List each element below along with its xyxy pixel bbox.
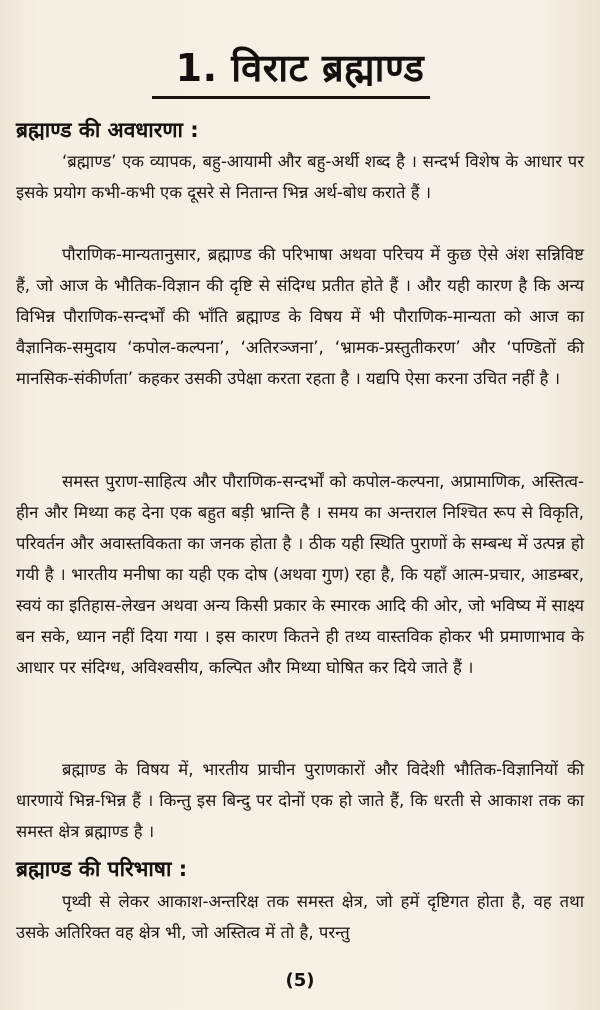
paragraph: समस्त पुराण-साहित्य और पौराणिक-सन्दर्भों को कपोल-कल्पना, अप्रामाणिक, अस्तित्व-हीन और मिथ्या कह देना एक बहुत बड़ी भ्रान्ति है । समय का अन्तराल निश्चित रूप से विकृति, परिवर्तन और अवास्तविकता का जनक होता है । ठीक यही स्थिति पुराणों के सम्बन्ध में उत्पन्न हो गयी है । भारतीय मनीषा का यही एक दोष (अथवा गुण) रहा है, कि यहाँ आत्म-प्रचार, आडम्बर, स्वयं का इतिहास-लेखन अथवा अन्य किसी प्रकार के स्मारक आदि की ओर, जो भविष्य में साक्ष्य बन सके, ध्यान नहीं दिया गया । इस कारण कितने ही तथ्य वास्तविक होकर भी प्रमाणाभाव के आधार पर संदिग्ध, अविश्वसीय, कल्पित और मिथ्या घोषित कर दिये जाते हैं । — [16, 472, 584, 677]
paragraph: ब्रह्माण्ड के विषय में, भारतीय प्राचीन पुराणकारों और विदेशी भौतिक-विज्ञानियों की धारणायें भिन्न-भिन्न हैं । किन्तु इस बिन्दु पर दोनों एक हो जाते हैं, कि धरती से आकाश तक का समस्त क्षेत्र ब्रह्माण्ड है । — [16, 760, 584, 841]
section-heading-definition: ब्रह्माण्ड की परिभाषा : — [16, 857, 188, 881]
title-underline — [152, 96, 430, 99]
section-heading-concept: ब्रह्माण्ड की अवधारणा : — [16, 118, 199, 142]
page-number: (5) — [285, 970, 315, 991]
paragraph: पृथ्वी से लेकर आकाश-अन्तरिक्ष तक समस्त क्षेत्र, जो हमें दृष्टिगत होता है, वह तथा उसके अतिरिक्त वह क्षेत्र भी, जो अस्तित्व में तो है, परन्तु — [16, 892, 584, 942]
paragraph: पौराणिक-मान्यतानुसार, ब्रह्माण्ड की परिभाषा अथवा परिचय में कुछ ऐसे अंश सन्निविष्ट हैं, जो आज के भौतिक-विज्ञान की दृष्टि से संदिग्ध प्रतीत होते हैं । और यही कारण है कि अन्य विभिन्न पौराणिक-सन्दर्भों की भाँति ब्रह्माण्ड के विषय में भी पौराणिक-मान्यता को आज का वैज्ञानिक-समुदाय ‘कपोल-कल्पना’, ‘अतिरञ्जना’, ‘भ्रामक-प्रस्तुतीकरण’ और ‘पण्डितों की मानसिक-संकीर्णता’ कहकर उसकी उपेक्षा करता रहता है । यद्यपि ऐसा करना उचित नहीं है । — [16, 245, 584, 388]
paragraph: ‘ब्रह्माण्ड’ एक व्यापक, बहु-आयामी और बहु-अर्थी शब्द है । सन्दर्भ विशेष के आधार पर इसके प्रयोग कभी-कभी एक दूसरे से नितान्त भिन्न अर्थ-बोध कराते हैं । — [16, 152, 584, 202]
chapter-title: 1. विराट ब्रह्माण्ड — [175, 46, 425, 90]
